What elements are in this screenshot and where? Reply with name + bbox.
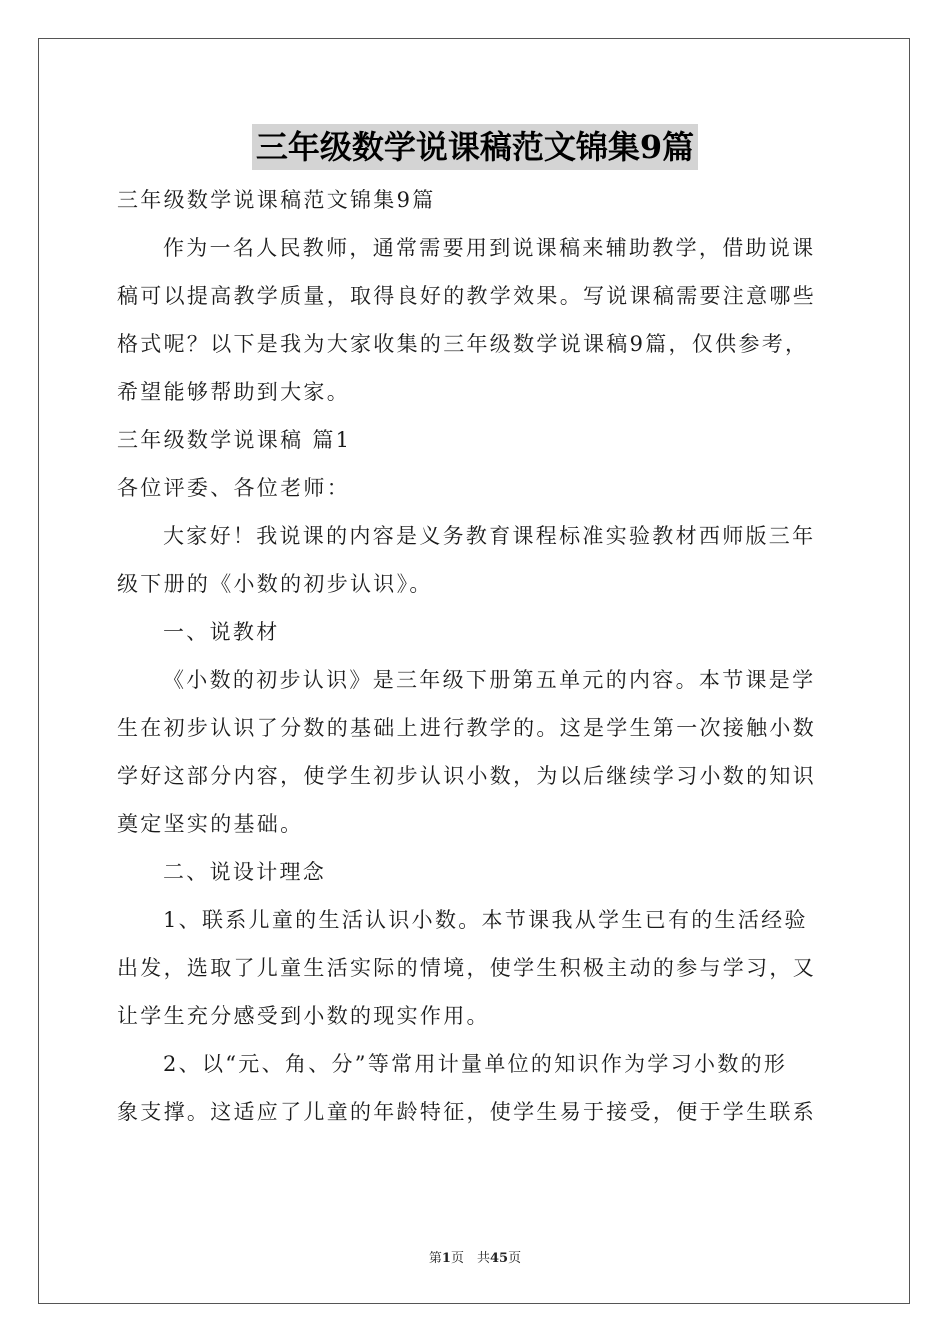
subheading-design: 二、说设计理念 xyxy=(163,860,327,884)
body-line-17: 出发，选取了儿童生活实际的情境，使学生积极主动的参与学习，又 xyxy=(117,956,816,980)
footer-page-prefix: 第 xyxy=(428,1251,442,1266)
title-area xyxy=(0,124,950,170)
footer-page-suffix: 页 xyxy=(508,1251,522,1266)
body-line-4: 格式呢？以下是我为大家收集的三年级数学说课稿9篇，仅供参考， xyxy=(117,332,809,356)
footer-total-pages: 45 xyxy=(489,1251,509,1266)
body-line-18: 让学生充分感受到小数的现实作用。 xyxy=(117,1004,490,1028)
document-title: 三年级数学说课稿范文锦集9篇 xyxy=(252,124,698,170)
body-line-14: 奠定坚实的基础。 xyxy=(117,812,304,836)
body-line-3: 稿可以提高教学质量，取得良好的教学效果。写说课稿需要注意哪些 xyxy=(117,284,816,308)
body-line-19: 2、以“元、角、分”等常用计量单位的知识作为学习小数的形 xyxy=(163,1052,788,1076)
body-line-13: 学好这部分内容，使学生初步认识小数，为以后继续学习小数的知识 xyxy=(117,764,816,788)
body-line-16: 1、联系儿童的生活认识小数。本节课我从学生已有的生活经验 xyxy=(163,908,808,932)
footer-page-mid: 页 共 xyxy=(450,1251,490,1266)
salutation: 各位评委、各位老师： xyxy=(117,476,350,500)
section-heading-1: 三年级数学说课稿 篇1 xyxy=(117,428,352,452)
body-line-2: 作为一名人民教师，通常需要用到说课稿来辅助教学，借助说课 xyxy=(163,236,816,260)
body-line-5: 希望能够帮助到大家。 xyxy=(117,380,350,404)
footer-page-number: 1 xyxy=(441,1251,451,1266)
body-line-20: 象支撑。这适应了儿童的年龄特征，使学生易于接受，便于学生联系 xyxy=(117,1100,816,1124)
document-body xyxy=(117,176,833,1136)
page-footer xyxy=(0,1247,950,1266)
subheading-textbook: 一、说教材 xyxy=(163,620,280,644)
body-line-9: 级下册的《小数的初步认识》。 xyxy=(117,572,433,596)
body-line-8: 大家好！我说课的内容是义务教育课程标准实验教材西师版三年 xyxy=(163,524,816,548)
body-line-12: 生在初步认识了分数的基础上进行教学的。这是学生第一次接触小数 xyxy=(117,716,816,740)
body-line-11: 《小数的初步认识》是三年级下册第五单元的内容。本节课是学 xyxy=(163,668,816,692)
body-line-1: 三年级数学说课稿范文锦集9篇 xyxy=(117,188,436,212)
